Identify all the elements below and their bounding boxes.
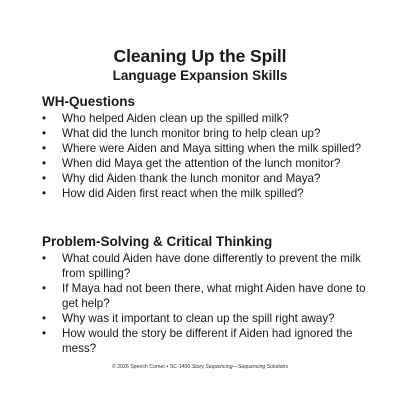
question-text: What could Aiden have done differently to prevent the milk from spilling? xyxy=(62,252,361,280)
question-text: Why was it important to clean up the spill right away? xyxy=(62,312,335,325)
list-item xyxy=(42,126,382,141)
bullet-icon: • xyxy=(42,282,47,295)
question-list xyxy=(42,251,382,356)
list-item xyxy=(42,311,382,326)
question-list xyxy=(42,111,382,201)
question-text: Who helped Aiden clean up the spilled milk? xyxy=(62,112,289,125)
header xyxy=(0,46,400,84)
bullet-icon: • xyxy=(42,112,47,125)
list-item xyxy=(42,186,382,201)
bullet-icon: • xyxy=(42,187,47,200)
question-text: What did the lunch monitor bring to help clean up? xyxy=(62,127,321,140)
bullet-icon: • xyxy=(42,312,47,325)
page-subtitle: Language Expansion Skills xyxy=(112,68,288,83)
question-text: How did Aiden first react when the milk spilled? xyxy=(62,187,304,200)
section-problem-solving xyxy=(42,234,382,356)
section-wh-questions xyxy=(42,94,382,201)
question-text: Why did Aiden thank the lunch monitor and Maya? xyxy=(62,172,321,185)
list-item xyxy=(42,251,382,281)
section-heading: WH-Questions xyxy=(42,94,135,109)
list-item xyxy=(42,326,382,356)
list-item xyxy=(42,141,382,156)
bullet-icon: • xyxy=(42,172,47,185)
section-heading: Problem-Solving & Critical Thinking xyxy=(42,234,273,249)
bullet-icon: • xyxy=(42,127,47,140)
list-item xyxy=(42,281,382,311)
list-item xyxy=(42,171,382,186)
list-item xyxy=(42,111,382,126)
question-text: Where were Aiden and Maya sitting when the milk spilled? xyxy=(62,142,362,155)
bullet-icon: • xyxy=(42,142,47,155)
question-text: When did Maya get the attention of the lunch monitor? xyxy=(62,157,341,170)
footer-copyright xyxy=(0,364,400,371)
question-text: If Maya had not been there, what might Aiden have done to get help? xyxy=(62,282,366,310)
page-title: Cleaning Up the Spill xyxy=(113,46,287,66)
footer-series: Story Sequencing—Sequencing Solutions xyxy=(191,364,289,370)
bullet-icon: • xyxy=(42,327,47,340)
bullet-icon: • xyxy=(42,157,47,170)
list-item xyxy=(42,156,382,171)
footer-text: © 2026 Speech Corner • SC-1400 xyxy=(111,364,192,370)
bullet-icon: • xyxy=(42,252,47,265)
question-text: How would the story be different if Aiden had ignored the mess? xyxy=(62,327,353,355)
